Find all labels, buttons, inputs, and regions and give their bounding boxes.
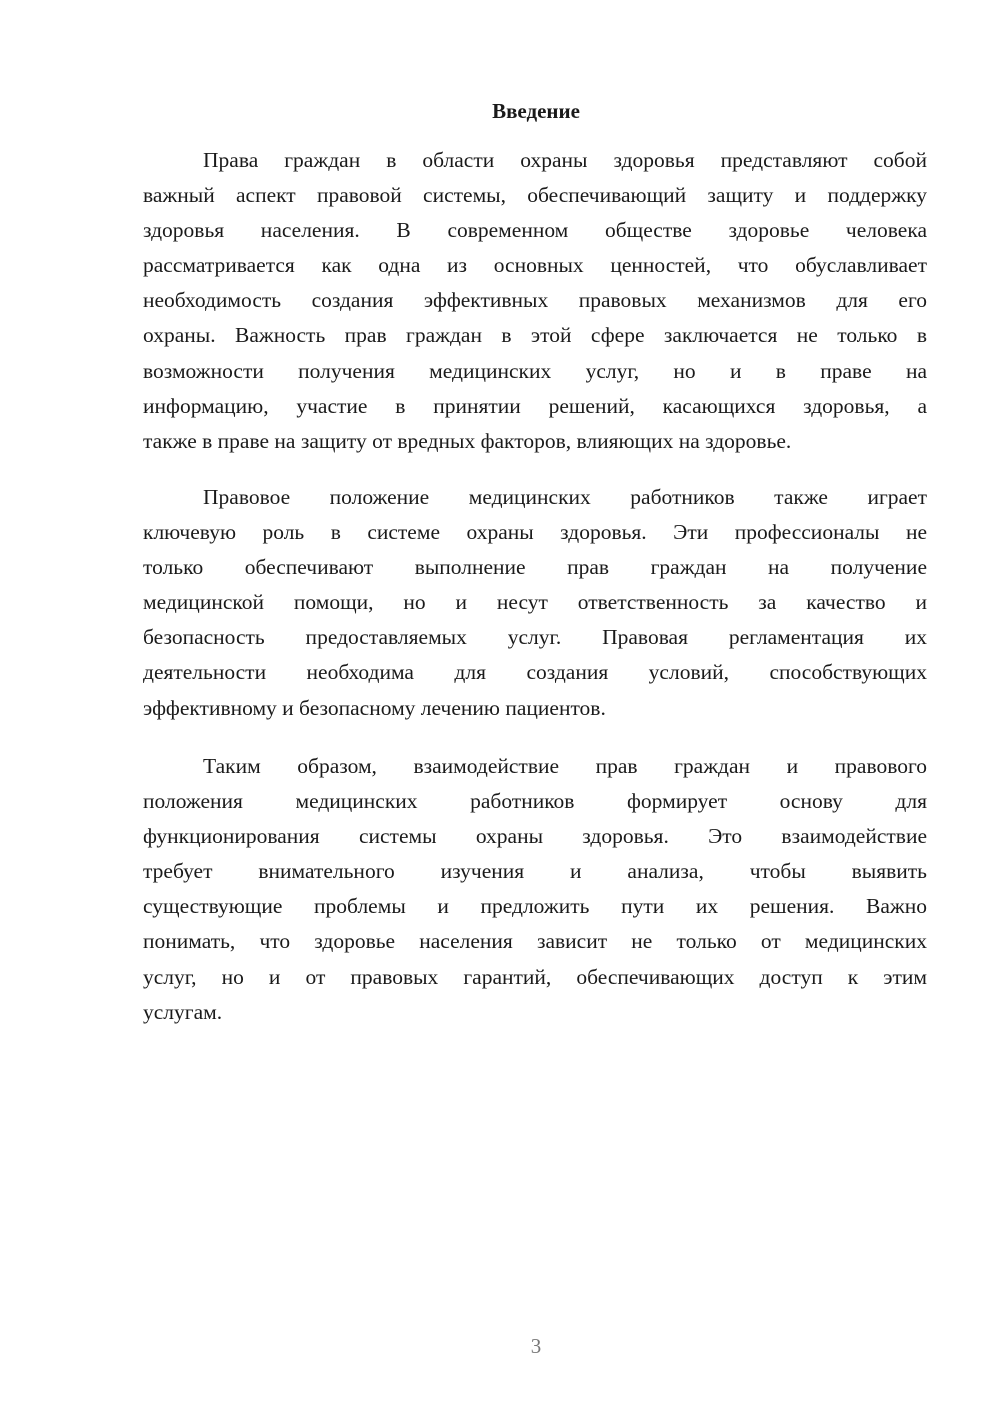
text-line: ключевую роль в системе охраны здоровья. Эти профессионалы не (143, 520, 927, 545)
paragraph-3 (143, 749, 927, 1030)
text-line: требует внимательного изучения и анализа, чтобы выявить (143, 859, 927, 884)
text-line: услуг, но и от правовых гарантий, обеспечивающих доступ к этим (143, 964, 927, 989)
paragraph-2 (143, 480, 927, 726)
text-line: охраны. Важность прав граждан в этой сфере заключается не только в (143, 323, 927, 348)
text-line: информацию, участие в принятии решений, касающихся здоровья, а (143, 393, 927, 418)
text-line: важный аспект правовой системы, обеспечивающий защиту и поддержку (143, 183, 927, 208)
text-line: положения медицинских работников формирует основу для (143, 789, 927, 814)
paragraph-1 (143, 143, 927, 459)
text-line: Правовое положение медицинских работников также играет (203, 485, 927, 509)
text-line: рассматривается как одна из основных ценностей, что обуславливает (143, 253, 927, 278)
text-line: безопасность предоставляемых услуг. Правовая регламентация их (143, 625, 927, 650)
text-line: медицинской помощи, но и несут ответственность за качество и (143, 590, 927, 615)
text-line: существующие проблемы и предложить пути их решения. Важно (143, 894, 927, 919)
text-line: функционирования системы охраны здоровья. Это взаимодействие (143, 824, 927, 849)
page-number: 3 (530, 1334, 542, 1358)
text-line: здоровья населения. В современном обществе здоровье человека (143, 218, 927, 243)
text-line: необходимость создания эффективных правовых механизмов для его (143, 288, 927, 313)
section-title: Введение (492, 99, 580, 123)
text-line: услугам. (143, 999, 223, 1024)
text-line: Таким образом, взаимодействие прав граждан и правового (203, 754, 927, 778)
text-line: только обеспечивают выполнение прав граждан на получение (143, 555, 927, 580)
text-line: также в праве на защиту от вредных факторов, влияющих на здоровье. (143, 428, 792, 453)
text-line: понимать, что здоровье населения зависит не только от медицинских (143, 929, 927, 954)
text-line: эффективному и безопасному лечению пациентов. (143, 695, 606, 720)
text-line: возможности получения медицинских услуг, но и в праве на (143, 358, 927, 383)
text-line: Права граждан в области охраны здоровья представляют собой (203, 148, 927, 172)
text-line: деятельности необходима для создания условий, способствующих (143, 660, 927, 685)
